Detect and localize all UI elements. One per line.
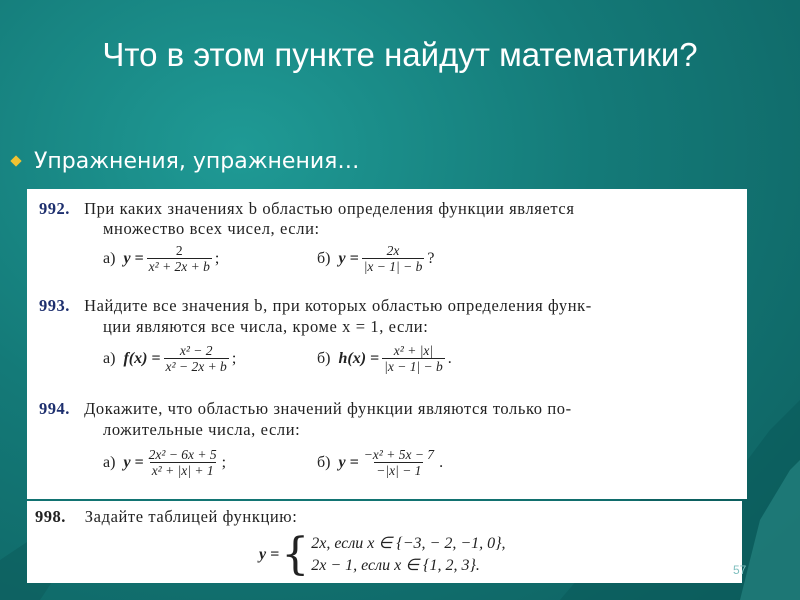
exercises-card [27, 189, 747, 499]
exercise-992-b: б) y = $\frac{2x}{|x - 1| - b}$ ? [317, 243, 435, 274]
exercise-998-system: y = { 2x, если x ∈ {−3, − 2, −1, 0}, 2x − 1, если x ∈ {1, 2, 3}. [259, 529, 506, 580]
fraction: $\frac{\text{2x² − 6x + 5}}{\text{x² + |x| + 1}}$ [148, 447, 217, 478]
case-1: 2x, если x ∈ {−3, − 2, −1, 0}, [311, 535, 506, 552]
exercise-number: 992. [39, 199, 70, 218]
exercise-994-a: а) y = $\frac{\text{2x² − 6x + 5}}{\text{x² + |x| + 1}}$ ; [103, 447, 227, 478]
exercise-993-a: а) f(x) = $\frac{\text{x² − 2}}{\text{x² − 2x + b}}$ ; [103, 343, 237, 374]
fraction: $\frac{2}{\text{x² + 2x + b}}$ [148, 243, 210, 274]
brace-icon: { [281, 529, 310, 580]
exercise-994-b: б) y = $\frac{\text{−x² + 5x − 7}}{-|x| - 1}$ . [317, 447, 444, 478]
bullet-text: Упражнения, упражнения… [34, 148, 360, 174]
exercise-number: 993. [39, 296, 70, 315]
exercise-text: Докажите, что областью значений функции являются только по- [84, 399, 572, 418]
exercise-994-line2: ложительные числа, если: [103, 420, 301, 439]
case-2: 2x − 1, если x ∈ {1, 2, 3}. [311, 557, 480, 574]
exercise-993-line2: ции являются все числа, кроме x = 1, если: [103, 317, 429, 336]
exercise-993-b: б) h(x) = $\frac{\text{x² + |x|}}{|x - 1| - b}$ . [317, 343, 452, 374]
exercise-998-card [27, 501, 742, 583]
exercise-992-line1 [39, 199, 575, 219]
bullet-item [8, 145, 359, 177]
exercise-text: Задайте таблицей функцию: [84, 507, 298, 526]
exercise-994-line1 [39, 399, 572, 419]
exercise-992-line2: множество всех чисел, если: [103, 219, 320, 238]
page-number: 57 [733, 563, 747, 577]
fraction: $\frac{\text{x² + |x|}}{|x - 1| - b}$ [384, 343, 443, 374]
exercise-number: 998. [35, 507, 66, 526]
diamond-bullet-icon [10, 155, 21, 166]
exercise-993-line1 [39, 296, 592, 316]
fraction: $\frac{\text{x² − 2}}{\text{x² − 2x + b}}$ [165, 343, 227, 374]
exercise-998-line [35, 507, 297, 527]
fraction: $\frac{2x}{|x - 1| - b}$ [363, 243, 423, 274]
fraction: $\frac{\text{−x² + 5x − 7}}{-|x| - 1}$ [363, 447, 435, 478]
exercise-992-a: а) y = $\frac{2}{\text{x² + 2x + b}}$ ; [103, 243, 220, 274]
exercise-text: Найдите все значения b, при которых областью определения функ- [84, 296, 592, 315]
exercise-number: 994. [39, 399, 70, 418]
exercise-text: При каких значениях b областью определения функции является [84, 199, 575, 218]
slide-title: Что в этом пункте найдут математики? [102, 36, 698, 73]
